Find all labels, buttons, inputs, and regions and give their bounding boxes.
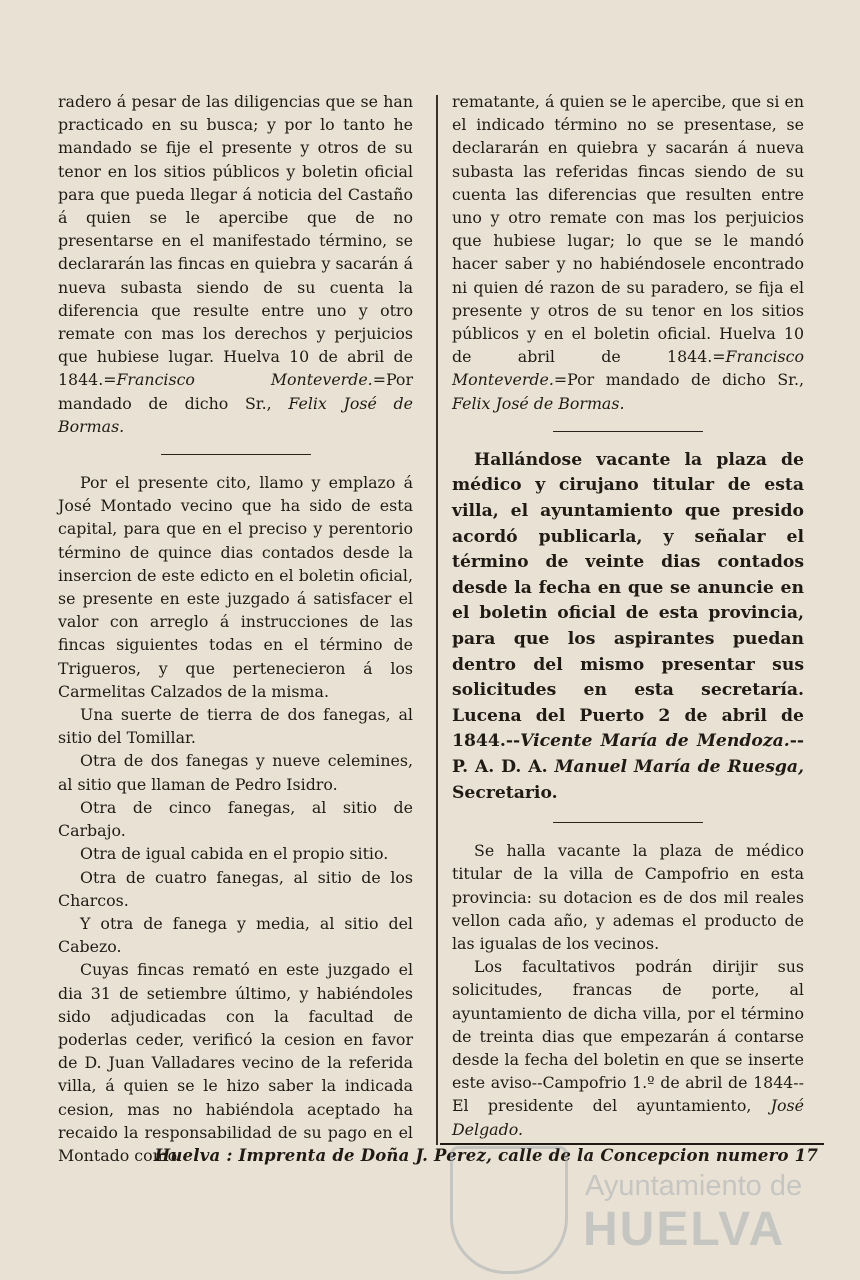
right-paragraph-4: Los facultativos podrán dirijir sus solicitudes, francas de porte, al ayuntamiento de dicha villa, por el término de treinta dias que empezarán á contarse desde la fecha del boletin en que se inserte este aviso--Campofrio 1.º de abril de 1844--El presidente del ayuntamiento, José Delgado. <box>452 957 804 1139</box>
left-paragraph-1: radero á pesar de las diligencias que se han practicado en su busca; y por lo tanto he mandado se fije el presente y otros de su tenor en los sitios públicos y boletin oficial para que pueda llegar á noticia del Castaño á quien se le apercibe que de no presentarse en el manifestado término, se declararán las fincas en quiebra y sacarán á nueva subasta siendo de su cuenta la diferencia que resulte entre uno y otro remate con mas los derechos y perjuicios que hubiese lugar. Huelva 10 de abril de 1844.=Francisco Monteverde.=Por mandado de dicho Sr., Felix José de Bormas. <box>58 92 413 436</box>
right-column <box>452 90 804 1141</box>
section-divider <box>161 454 311 455</box>
left-paragraph-3: Cuyas fincas remató en este juzgado el dia 31 de setiembre último, y habiéndoles sido adjudicadas con la facultad de poderlas ceder, verificó la cesion en favor de D. Juan Valladares vecino de la referida villa, á quien se le hizo saber la indicada cesion, mas no habiéndola aceptado ha recaido la responsabilidad de su pago en el Montado como <box>58 960 413 1165</box>
column-divider <box>436 95 438 1145</box>
left-column <box>58 90 413 1167</box>
list-item: Otra de cinco fanegas, al sitio de Carbajo. <box>58 797 413 841</box>
list-item: Una suerte de tierra de dos fanegas, al sitio del Tomillar. <box>58 705 413 748</box>
imprint-footer: Huelva : Imprenta de Doña J. Perez, calle de la Concepcion numero 17 <box>154 1146 818 1165</box>
left-paragraph-2: Por el presente cito, llamo y emplazo á José Montado vecino que ha sido de esta capital, para que en el preciso y perentorio término de quince dias contados desde la insercion de este edicto en el boletin oficial, se presente en este juzgado á satisfacer el valor con arreglo á instrucciones de las fincas siguientes todas en el término de Trigueros, y que pertenecieron á los Carmelitas Calzados de la misma. <box>58 473 413 701</box>
watermark-line-2: HUELVA <box>583 1203 786 1256</box>
list-item: Y otra de fanega y media, al sitio del Cabezo. <box>58 913 413 957</box>
watermark-line-1: Ayuntamiento de <box>585 1170 803 1202</box>
section-divider <box>553 822 703 823</box>
list-item: Otra de dos fanegas y nueve celemines, al sitio que llaman de Pedro Isidro. <box>58 751 413 794</box>
section-divider <box>553 431 703 432</box>
shield-icon <box>450 1146 568 1274</box>
right-paragraph-1: rematante, á quien se le apercibe, que si en el indicado término no se presentase, se declararán en quiebra y sacarán á nueva subasta las referidas fincas siendo de su cuenta las diferencias que resulten entre uno y otro remate con mas los perjuicios que hubiese lugar; lo que se le mandó hacer saber y no habiéndosele encontrado ni quien dé razon de su paradero, se fija el presente y otros de su tenor en los sitios públicos y en el boletin oficial. Huelva 10 de abril de 1844.=Francisco Monteverde.=Por mandado de dicho Sr., Felix José de Bormas. <box>452 92 804 413</box>
list-item: Otra de cuatro fanegas, al sitio de los Charcos. <box>58 867 413 910</box>
right-paragraph-2: Hallándose vacante la plaza de médico y cirujano titular de esta villa, el ayuntamiento que presido acordó publicarla, y señalar el término de veinte dias contados desde la fecha en que se anuncie en el boletin oficial de esta provincia, para que los aspirantes puedan dentro del mismo presentar sus solicitudes en esta secretaría. Lucena del Puerto 2 de abril de 1844.--Vicente María de Mendoza.--P. A. D. A. Manuel María de Ruesga, Secretario. <box>452 449 805 803</box>
archive-watermark <box>450 1140 850 1270</box>
list-item: Otra de igual cabida en el propio sitio. <box>80 844 389 864</box>
right-paragraph-3: Se halla vacante la plaza de médico titular de la villa de Campofrio en esta provincia: su dotacion es de dos mil reales vellon cada año, y ademas el producto de las igualas de los vecinos. <box>452 841 804 953</box>
